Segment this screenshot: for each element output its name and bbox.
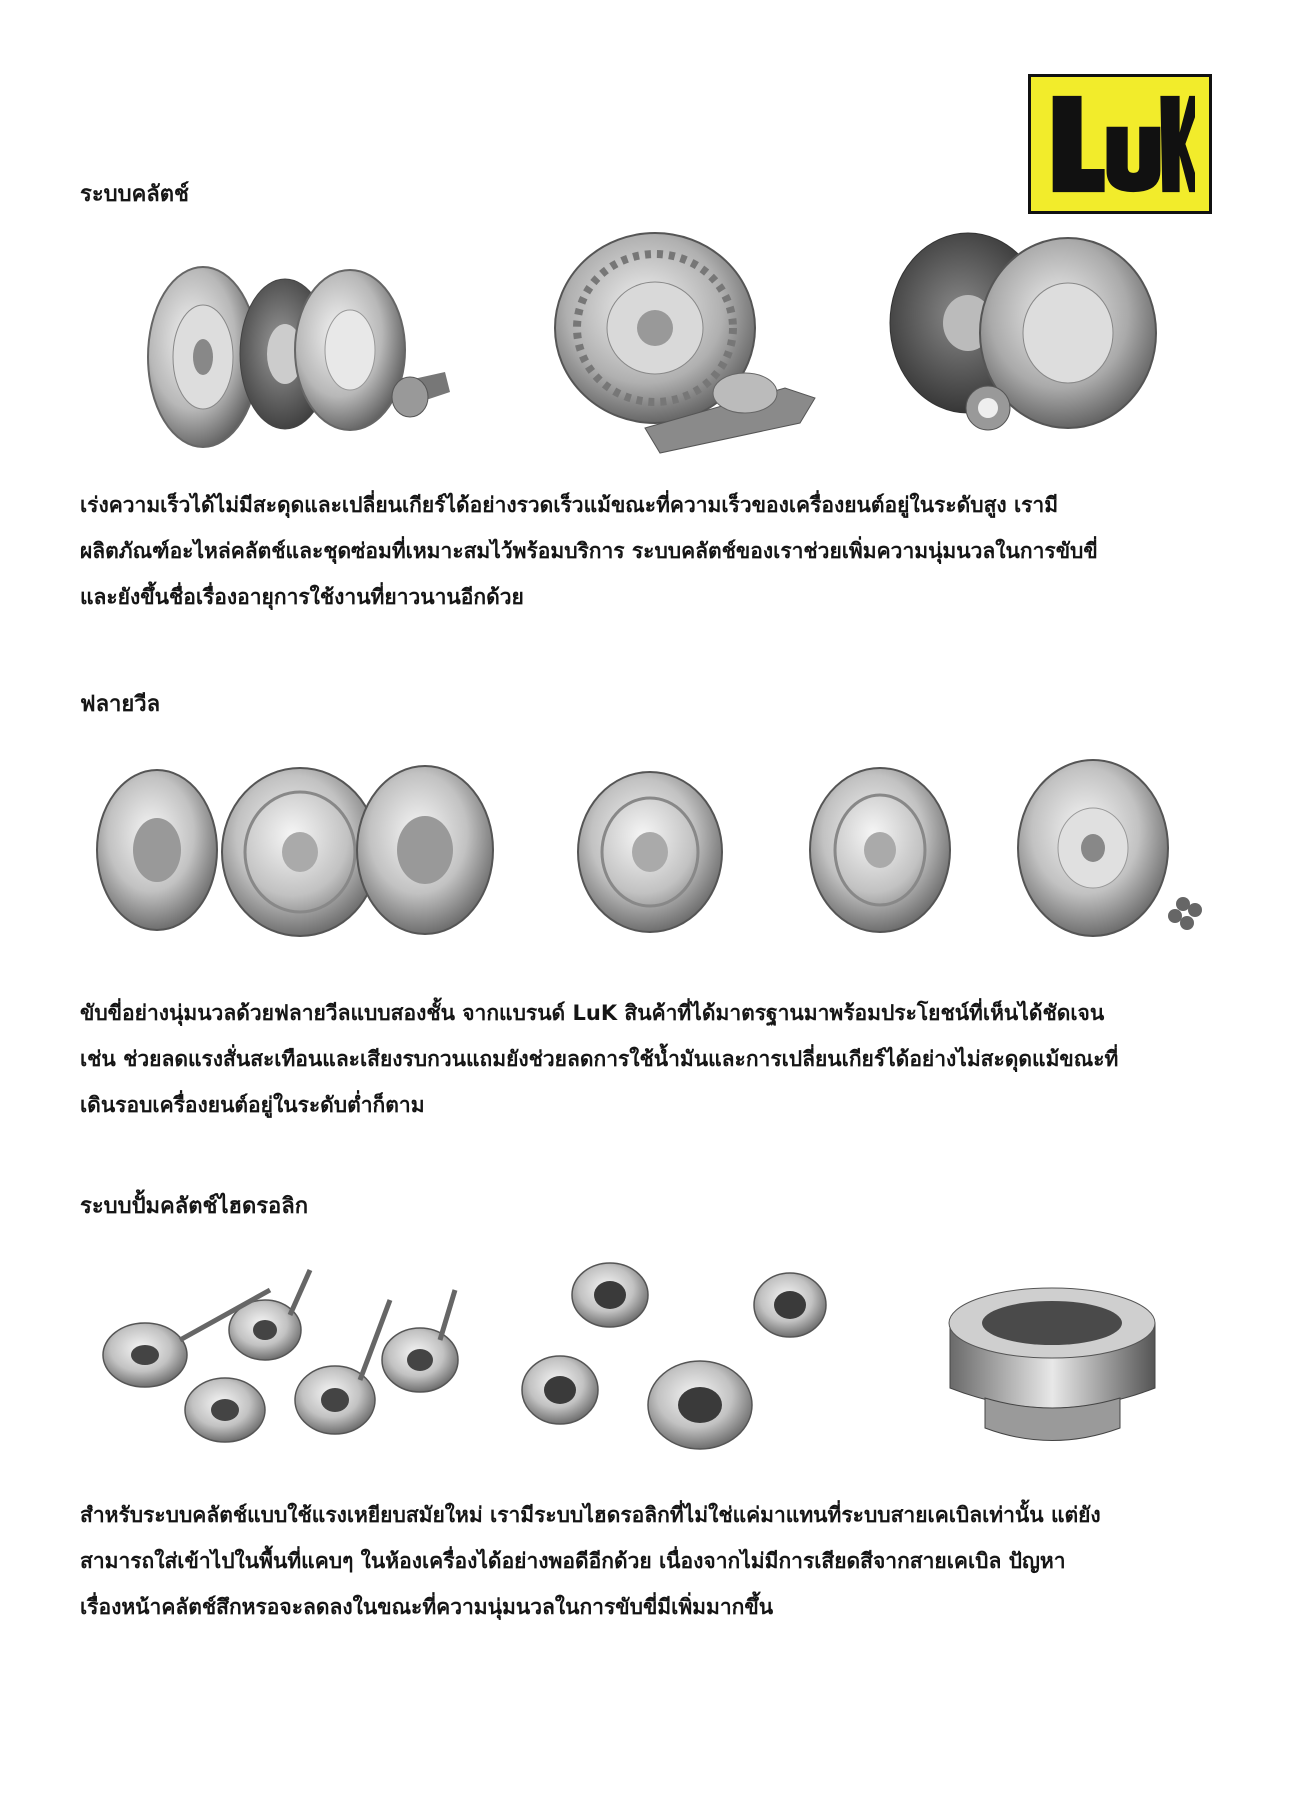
luk-logo-icon — [1045, 86, 1195, 202]
dual-mass-flywheel-set-image — [95, 762, 495, 937]
section-title-flywheel: ฟลายวีล — [80, 692, 161, 717]
clutch-kit-with-flywheel-image — [145, 262, 455, 452]
dual-mass-flywheel-image-2 — [808, 765, 953, 935]
section-description-clutch-system — [80, 482, 1230, 620]
description-line: ขับขี่อย่างนุ่มนวลด้วยฟลายวีลแบบสองชั้น จากแบรนด์ LuK สินค้าที่ได้มาตรฐานมาพร้อมประโยชน์ที่เห็นได้ชัดเจน — [80, 1001, 1105, 1025]
luk-logo-mark — [1045, 89, 1195, 199]
section-title-hydraulic-clutch-system: ระบบปั้มคลัตช์ไฮดรอลิก — [80, 1194, 309, 1219]
description-line: สำหรับระบบคลัตช์แบบใช้แรงเหยียบสมัยใหม่ เรามีระบบไฮดรอลิกที่ไม่ใช่แค่มาแทนที่ระบบสายเคเบิลเท่านั้น แต่ยัง — [80, 1503, 1101, 1527]
description-line: สามารถใส่เข้าไปในพื้นที่แคบๆ ในห้องเครื่องได้อย่างพอดีอีกด้วย เนื่องจากไม่มีการเสียดสีจากสายเคเบิล ปัญหา — [80, 1549, 1066, 1573]
clutch-kit-disc-and-cover-image — [888, 228, 1158, 438]
section-title-clutch-system: ระบบคลัตช์ — [80, 182, 189, 207]
concentric-slave-cylinders-image — [90, 1260, 470, 1450]
description-line: เร่งความเร็วได้ไม่มีสะดุดและเปลี่ยนเกียร์ได้อย่างรวดเร็วแม้ขณะที่ความเร็วของเครื่องยนต์อยู่ในระดับสูง เรามี — [80, 493, 1059, 517]
description-line: เดินรอบเครื่องยนต์อยู่ในระดับต่ำก็ตาม — [80, 1093, 425, 1117]
release-bearing-closeup-image — [945, 1278, 1160, 1453]
section-description-hydraulic-clutch-system — [80, 1492, 1230, 1630]
luk-logo — [1028, 74, 1212, 214]
description-line: และยังขึ้นชื่อเรื่องอายุการใช้งานที่ยาวนานอีกด้วย — [80, 585, 524, 609]
description-line: เช่น ช่วยลดแรงสั่นสะเทือนและเสียงรบกวนแถมยังช่วยลดการใช้น้ำมันและการเปลี่ยนเกียร์ได้อย่างไม่สะดุดแม้ขณะที่ — [80, 1047, 1119, 1071]
description-line: ผลิตภัณฑ์อะไหล่คลัตช์และชุดซ่อมที่เหมาะสมไว้พร้อมบริการ ระบบคลัตช์ของเราช่วยเพิ่มความนุ่มนวลในการขับขี่ — [80, 539, 1098, 563]
dual-mass-flywheel-image-1 — [575, 770, 725, 935]
clutch-kit-with-release-fork-image — [545, 228, 820, 460]
section-description-flywheel — [80, 990, 1230, 1128]
release-bearings-image — [515, 1255, 830, 1455]
description-line: เรื่องหน้าคลัตช์สึกหรอจะลดลงในขณะที่ความนุ่มนวลในการขับขี่มีเพิ่มมากขึ้น — [80, 1595, 774, 1619]
dual-mass-flywheel-with-bolts-image — [1015, 758, 1205, 943]
